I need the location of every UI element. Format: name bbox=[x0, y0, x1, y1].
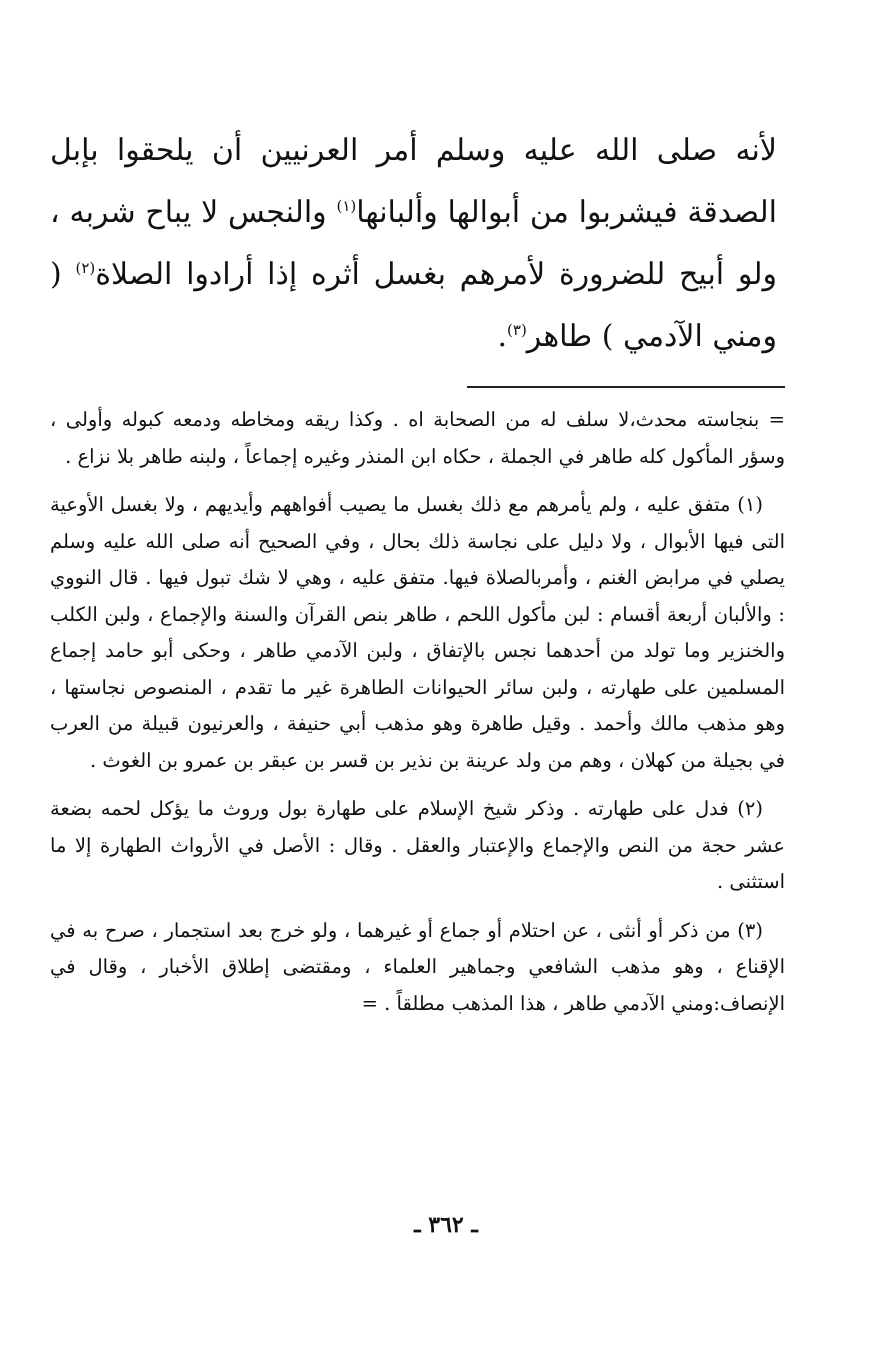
footnote-ref-1: (١) bbox=[336, 197, 357, 215]
footnote-ref-3: (٣) bbox=[507, 321, 527, 339]
footnote-3: (٣) من ذكر أو أنثى ، عن احتلام أو جماع أو غيرهما ، ولو خرج بعد استجمار ، صرح به في الإقناع ، وهو مذهب الشافعي وجماهير العلماء ، ومقتضى إطلاق الأخبار ، وقال في الإنصاف:ومني الآدمي طاهر ، هذا المذهب مطلقاً . = bbox=[50, 918, 785, 1015]
page-number: ـ ٣٦٢ ـ bbox=[414, 1212, 478, 1238]
document-page bbox=[50, 120, 785, 1034]
main-text-part-2: والنجس لا يباح شربه ، ولو أبيح للضرورة لأمرهم بغسل أثره إذا أرادوا الصلاة bbox=[50, 195, 777, 292]
footnote-continuation: = بنجاسته محدث،لا سلف له من الصحابة اه . وكذا ريقه ومخاطه ودمعه كبوله وأولى ، وسؤر المأكول كله طاهر في الجملة ، حكاه ابن المنذر وغيره إجماعاً ، ولبنه طاهر بلا نزاع . bbox=[50, 408, 785, 468]
footnote-separator bbox=[467, 386, 785, 388]
footnotes bbox=[50, 402, 785, 1022]
main-text-part-1: لأنه صلى الله عليه وسلم أمر العرنيين أن يلحقوا بإبل الصدقة فيشربوا من أبوالها وألبانها bbox=[50, 133, 777, 230]
main-text-part-4: . bbox=[497, 319, 508, 354]
footnote-1: (١) متفق عليه ، ولم يأمرهم مع ذلك بغسل ما يصيب أفواههم وأيديهم ، ولا بغسل الأوعية التى فيها الأبوال ، ولا دليل على نجاسة ذلك بحال ، وفي الصحيح أنه صلى الله عليه وسلم يصلي في مرابض الغنم ، وأمربالصلاة فيها. متفق عليه ، وهي لا شك تبول فيها . قال النووي : والألبان أربعة أقسام : لبن مأكول اللحم ، طاهر بنص القرآن والسنة والإجماع ، ولبن الكلب والخنزير وما تولد من أحدهما نجس بالإتفاق ، ولبن الآدمي طاهر ، وحكى أبو حامد إجماع المسلمين على طهارته ، ولبن سائر الحيوانات الطاهرة غير ما تقدم ، المنصوص نجاستها ، وهو مذهب مالك وأحمد . وقيل طاهرة وهو مذهب أبي حنيفة ، والعرنيون قبيلة من العرب في بجيلة من كهلان ، وهم من ولد عرينة بن نذير بن قسر بن عبقر بن عمرو بن الغوث . bbox=[50, 493, 785, 772]
main-text bbox=[50, 120, 785, 368]
footnote-2: (٢) فدل على طهارته . وذكر شيخ الإسلام على طهارة بول وروث ما يؤكل لحمه بضعة عشر حجة من النص والإجماع والإعتبار والعقل . وقال : الأصل في الأرواث الطهارة إلا ما استثنى . bbox=[50, 797, 785, 893]
main-paragraph bbox=[50, 120, 777, 368]
main-text-part-3: ( ومني الآدمي ) طاهر bbox=[50, 257, 777, 354]
footnote-ref-2: (٢) bbox=[75, 259, 96, 277]
